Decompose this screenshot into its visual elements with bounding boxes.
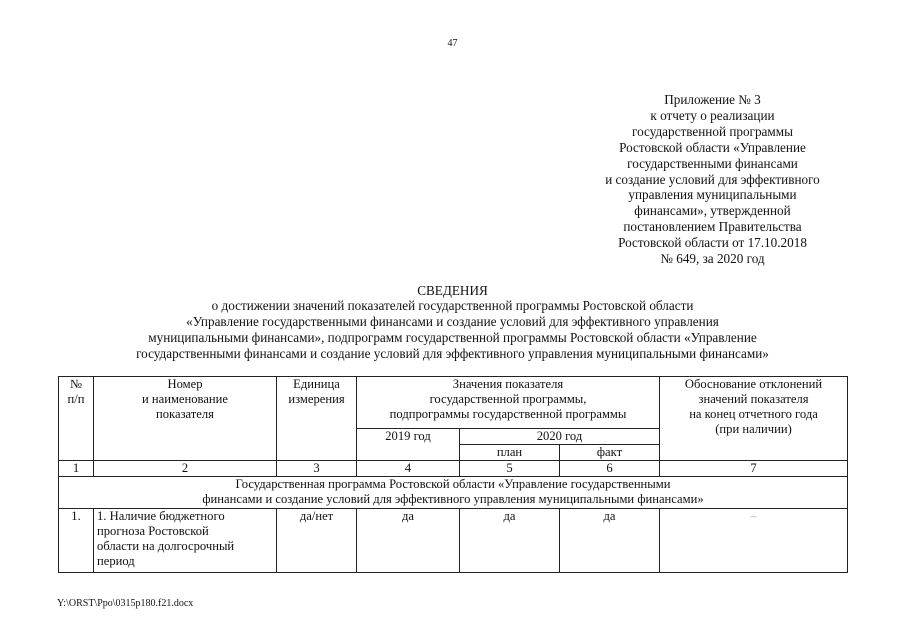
subheading-line: муниципальными финансами», подпрограмм государственной программы Ростовской области «Управление [148, 329, 757, 345]
column-number: 4 [357, 461, 460, 477]
row-unit: да/нет [277, 509, 357, 573]
table-row [59, 509, 848, 573]
appendix-line: к отчету о реализации [650, 107, 775, 123]
subheading-line: государственными финансами и создание условий для эффективного управления муниципальными финансами» [136, 345, 769, 361]
appendix-line: Ростовской области от 17.10.2018 [618, 235, 807, 251]
section-title: Государственная программа Ростовской области «Управление государственными финансами и создание условий для эффективного управления муниципальными финансами» [59, 477, 848, 509]
row-plan: да [460, 509, 560, 573]
appendix-line: Приложение № 3 [664, 92, 761, 107]
header-year-2020: 2020 год [460, 429, 660, 445]
header-plan: план [460, 445, 560, 461]
row-value-2019: да [357, 509, 460, 573]
header-values: Значения показателя государственной программы, подпрограммы государственной программы [357, 377, 660, 429]
row-num: 1. [59, 509, 94, 573]
appendix-line: постановлением Правительства [623, 219, 802, 235]
column-number: 2 [94, 461, 277, 477]
page-number: 47 [447, 38, 458, 49]
header-justification: Обоснование отклонений значений показателя на конец отчетного года (при наличии) [660, 377, 848, 461]
appendix-block [585, 92, 840, 267]
column-number: 1 [59, 461, 94, 477]
file-path-footer: Y:\ORST\Ppo\0315p180.f21.docx [57, 598, 194, 609]
document-subheading [60, 298, 845, 362]
header-fact: факт [560, 445, 660, 461]
row-name: 1. Наличие бюджетного прогноза Ростовской области на долгосрочный период [94, 509, 277, 573]
column-number: 6 [560, 461, 660, 477]
appendix-line: управления муниципальными [628, 187, 797, 203]
appendix-line: Ростовской области «Управление [619, 139, 806, 155]
column-number: 3 [277, 461, 357, 477]
subheading-line: о достижении значений показателей государственной программы Ростовской области [211, 298, 694, 313]
appendix-line: финансами», утвержденной [634, 203, 791, 219]
subheading-line: «Управление государственными финансами и создание условий для эффективного управления [186, 313, 719, 329]
column-number: 7 [660, 461, 848, 477]
row-justification: – [660, 509, 848, 573]
document-heading: СВЕДЕНИЯ [417, 283, 488, 298]
column-number: 5 [460, 461, 560, 477]
header-num: № п/п [59, 377, 94, 461]
appendix-line: государственными финансами [627, 155, 798, 171]
row-fact: да [560, 509, 660, 573]
header-unit: Единица измерения [277, 377, 357, 461]
header-name: Номер и наименование показателя [94, 377, 277, 461]
section-row [59, 477, 848, 509]
appendix-line: и создание условий для эффективного [605, 171, 820, 187]
appendix-line: № 649, за 2020 год [660, 251, 765, 267]
header-year-2019: 2019 год [357, 429, 460, 461]
appendix-line: государственной программы [632, 123, 793, 139]
column-numbers-row [59, 461, 848, 477]
indicators-table [58, 376, 848, 573]
